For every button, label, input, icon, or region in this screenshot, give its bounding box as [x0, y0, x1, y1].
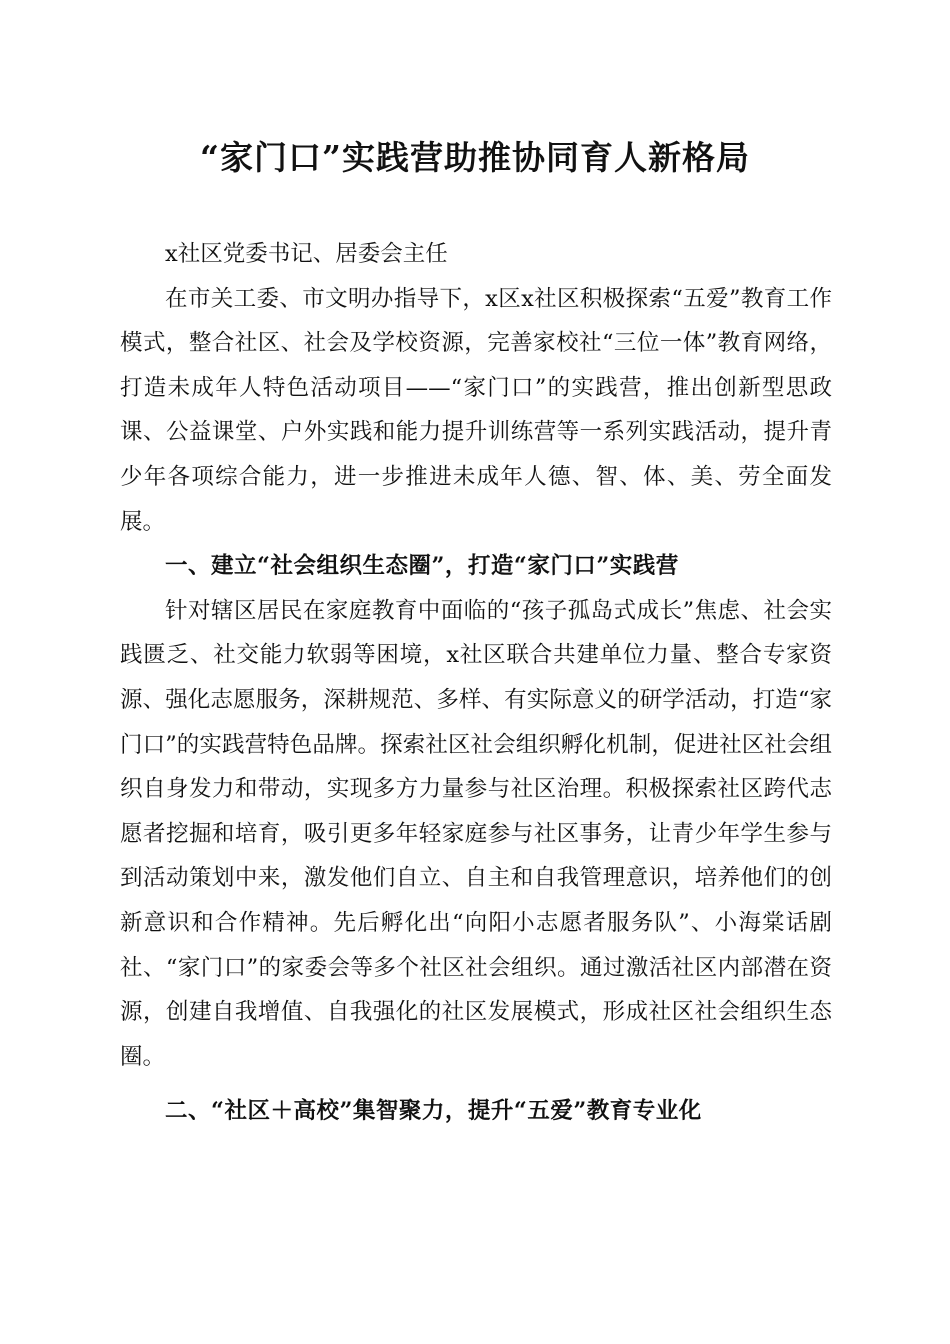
intro-paragraph: 在市关工委、市文明办指导下，x区x社区积极探索“五爱”教育工作模式，整合社区、社会及学校资源，完善家校社“三位一体”教育网络，打造未成年人特色活动项目——“家门口”的实践营，推出创新型思政课、公益课堂、户外实践和能力提升训练营等一系列实践活动，提升青少年各项综合能力，进一步推进未成年人德、智、体、美、劳全面发展。	[120, 285, 832, 535]
document-title: “家门口”实践营助推协同育人新格局	[200, 138, 750, 177]
document-body	[120, 232, 832, 1134]
author-line: x社区党委书记、居委会主任	[165, 241, 448, 267]
section-1-paragraph: 针对辖区居民在家庭教育中面临的“孩子孤岛式成长”焦虑、社会实践匮乏、社交能力软弱等困境，x社区联合共建单位力量、整合专家资源、强化志愿服务，深耕规范、多样、有实际意义的研学活动，打造“家门口”的实践营特色品牌。探索社区社会组织孵化机制，促进社区社会组织自身发力和带动，实现多方力量参与社区治理。积极探索社区跨代志愿者挖掘和培育，吸引更多年轻家庭参与社区事务，让青少年学生参与到活动策划中来，激发他们自立、自主和自我管理意识，培养他们的创新意识和合作精神。先后孵化出“向阳小志愿者服务队”、小海棠话剧社、“家门口”的家委会等多个社区社会组织。通过激活社区内部潜在资源，创建自我增值、自我强化的社区发展模式，形成社区社会组织生态圈。	[120, 597, 832, 1070]
section-2-heading: 二、“社区＋高校”集智聚力，提升“五爱”教育专业化	[165, 1098, 702, 1125]
section-1-heading: 一、建立“社会组织生态圈”，打造“家门口”实践营	[165, 553, 679, 580]
